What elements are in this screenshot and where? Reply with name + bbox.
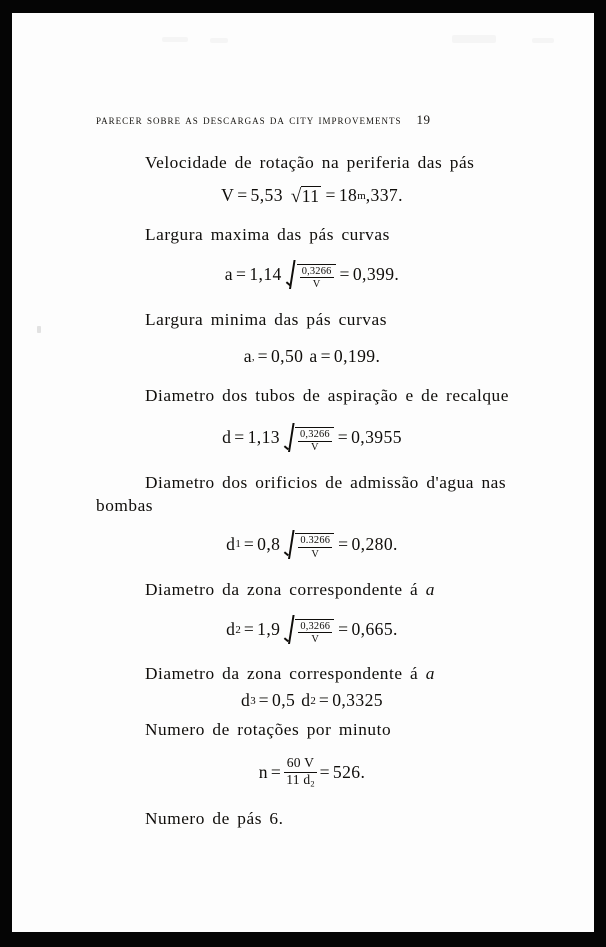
denominator-subscript: 2: [310, 778, 315, 789]
coefficient: 1,14: [249, 264, 282, 285]
fraction: [298, 429, 332, 453]
result-decimal: ,337.: [365, 185, 403, 206]
equals-sign: =: [338, 619, 349, 640]
equals-sign: =: [339, 264, 350, 285]
fraction-denominator: V: [298, 547, 332, 560]
equals-sign: =: [236, 264, 247, 285]
fraction-numerator: 60 V: [286, 755, 315, 771]
coefficient: 0,8: [257, 534, 281, 555]
variable: a: [309, 346, 318, 367]
paper-speck: [37, 326, 41, 333]
paragraph-text: Diametro da zona correspondente á: [145, 664, 419, 684]
document-page: [12, 13, 594, 932]
fraction: [298, 535, 332, 559]
radical-sign-icon: [285, 260, 298, 290]
result-unit: m: [357, 189, 366, 202]
formula-largura-maxima: [96, 260, 528, 290]
fraction: [284, 756, 316, 788]
paragraph-numero-rotacoes: Numero de rotações por minuto: [145, 720, 392, 740]
equals-sign: =: [243, 619, 255, 640]
result-value: 18: [338, 185, 358, 206]
paragraph-diametro-orificios-line1: Diametro dos orificios de admissão d'agua nas: [145, 473, 507, 493]
formula-lhs-subscript: ,: [251, 350, 255, 363]
formula-lhs: d: [226, 619, 236, 640]
radicand: [295, 533, 334, 559]
formula-lhs: d: [241, 690, 251, 711]
equals-sign: =: [338, 534, 349, 555]
formula-largura-minima: [96, 348, 528, 366]
denominator-text: 11 d: [286, 772, 311, 787]
bleed-through-mark: [162, 37, 188, 42]
result-value: 0,399.: [352, 264, 400, 285]
bleed-through-mark: [210, 38, 228, 43]
equals-sign: =: [337, 427, 349, 448]
bleed-through-mark: [532, 38, 554, 43]
equals-sign: =: [270, 761, 282, 782]
square-root: [290, 186, 321, 208]
radical-sign-icon: √: [290, 186, 302, 208]
radical-sign-icon: [283, 615, 296, 645]
equals-sign: =: [318, 690, 330, 711]
variable: d: [301, 690, 311, 711]
equals-sign: =: [319, 761, 330, 782]
fraction-numerator: 0.3266: [300, 535, 331, 547]
equals-sign: =: [234, 427, 245, 448]
paragraph-diametro-tubos: Diametro dos tubos de aspiração e de recalque: [145, 385, 509, 405]
coefficient: 0,5: [272, 690, 296, 711]
radical-sign-icon: [283, 530, 296, 560]
variable-subscript: 2: [310, 694, 316, 707]
result-value: 0,3955: [351, 427, 402, 448]
result-value: 526.: [332, 761, 366, 782]
paragraph-diametro-zona-1: [96, 581, 528, 598]
formula-diametro-orificios: [96, 530, 528, 560]
fraction-denominator: V: [300, 277, 334, 290]
formula-diametro-tubos: [96, 423, 528, 453]
formula-diametro-zona-1: [96, 615, 528, 645]
variable-italic: a: [425, 579, 435, 599]
bleed-through-mark: [452, 35, 496, 43]
formula-lhs: a: [243, 346, 252, 367]
formula-numero-rotacoes: [96, 756, 528, 788]
fraction-numerator: 0,3266: [300, 428, 330, 440]
fraction: [298, 621, 332, 645]
equals-sign: =: [243, 534, 255, 555]
formula-diametro-zona-2: [96, 692, 528, 710]
formula-lhs-subscript: 3: [250, 694, 256, 707]
coefficient: 5,53: [250, 185, 283, 206]
paragraph-velocidade: Velocidade de rotação na periferia das pás: [145, 153, 475, 172]
page-body: [96, 138, 528, 828]
radicand: 11: [301, 186, 320, 207]
paragraph-diametro-zona-2: [96, 665, 528, 682]
formula-lhs: d: [222, 427, 232, 448]
radicand: [295, 619, 334, 645]
equals-sign: =: [237, 185, 248, 206]
formula-lhs-subscript: 1: [235, 538, 241, 551]
equals-sign: =: [257, 346, 268, 367]
fraction-denominator: V: [298, 441, 332, 454]
paragraph-numero-pas: Numero de pás 6.: [145, 809, 284, 829]
result-value: 0,3325: [332, 690, 383, 711]
square-root: [283, 615, 334, 645]
result-value: 0,280.: [351, 534, 398, 555]
square-root: [283, 530, 334, 560]
formula-lhs: d: [226, 534, 236, 555]
coefficient: 1,13: [247, 427, 280, 448]
radicand: [295, 427, 334, 453]
coefficient: 0,50: [270, 346, 304, 367]
equals-sign: =: [320, 346, 331, 367]
running-head-title: parecer sobre as descargas da city improvements: [96, 112, 402, 127]
paragraph-text: Diametro da zona correspondente á: [145, 579, 419, 599]
page-number: 19: [416, 112, 431, 127]
equals-sign: =: [325, 185, 336, 206]
fraction-denominator: [284, 772, 316, 789]
paragraph-diametro-orificios-line2: bombas: [96, 495, 154, 515]
result-value: 0,665.: [351, 619, 398, 640]
fraction-numerator: 0,3266: [300, 620, 331, 632]
formula-velocidade: [96, 185, 528, 208]
paragraph-largura-maxima: Largura maxima das pás curvas: [145, 224, 390, 244]
formula-lhs-subscript: 2: [235, 623, 241, 636]
result-value: 0,199.: [333, 346, 381, 367]
equals-sign: =: [258, 690, 269, 711]
radicand: [297, 264, 336, 290]
fraction-numerator: 0,3266: [301, 265, 332, 277]
formula-lhs: a: [224, 264, 233, 285]
formula-lhs: V: [221, 185, 235, 206]
variable-italic: a: [425, 664, 435, 684]
coefficient: 1,9: [257, 619, 281, 640]
formula-lhs: n: [258, 761, 268, 782]
running-head: [96, 112, 528, 128]
square-root: [283, 423, 334, 453]
square-root: [285, 260, 336, 290]
fraction: [300, 266, 334, 290]
fraction-denominator: V: [298, 632, 332, 645]
paragraph-largura-minima: Largura minima das pás curvas: [145, 310, 387, 330]
radical-sign-icon: [283, 423, 296, 453]
